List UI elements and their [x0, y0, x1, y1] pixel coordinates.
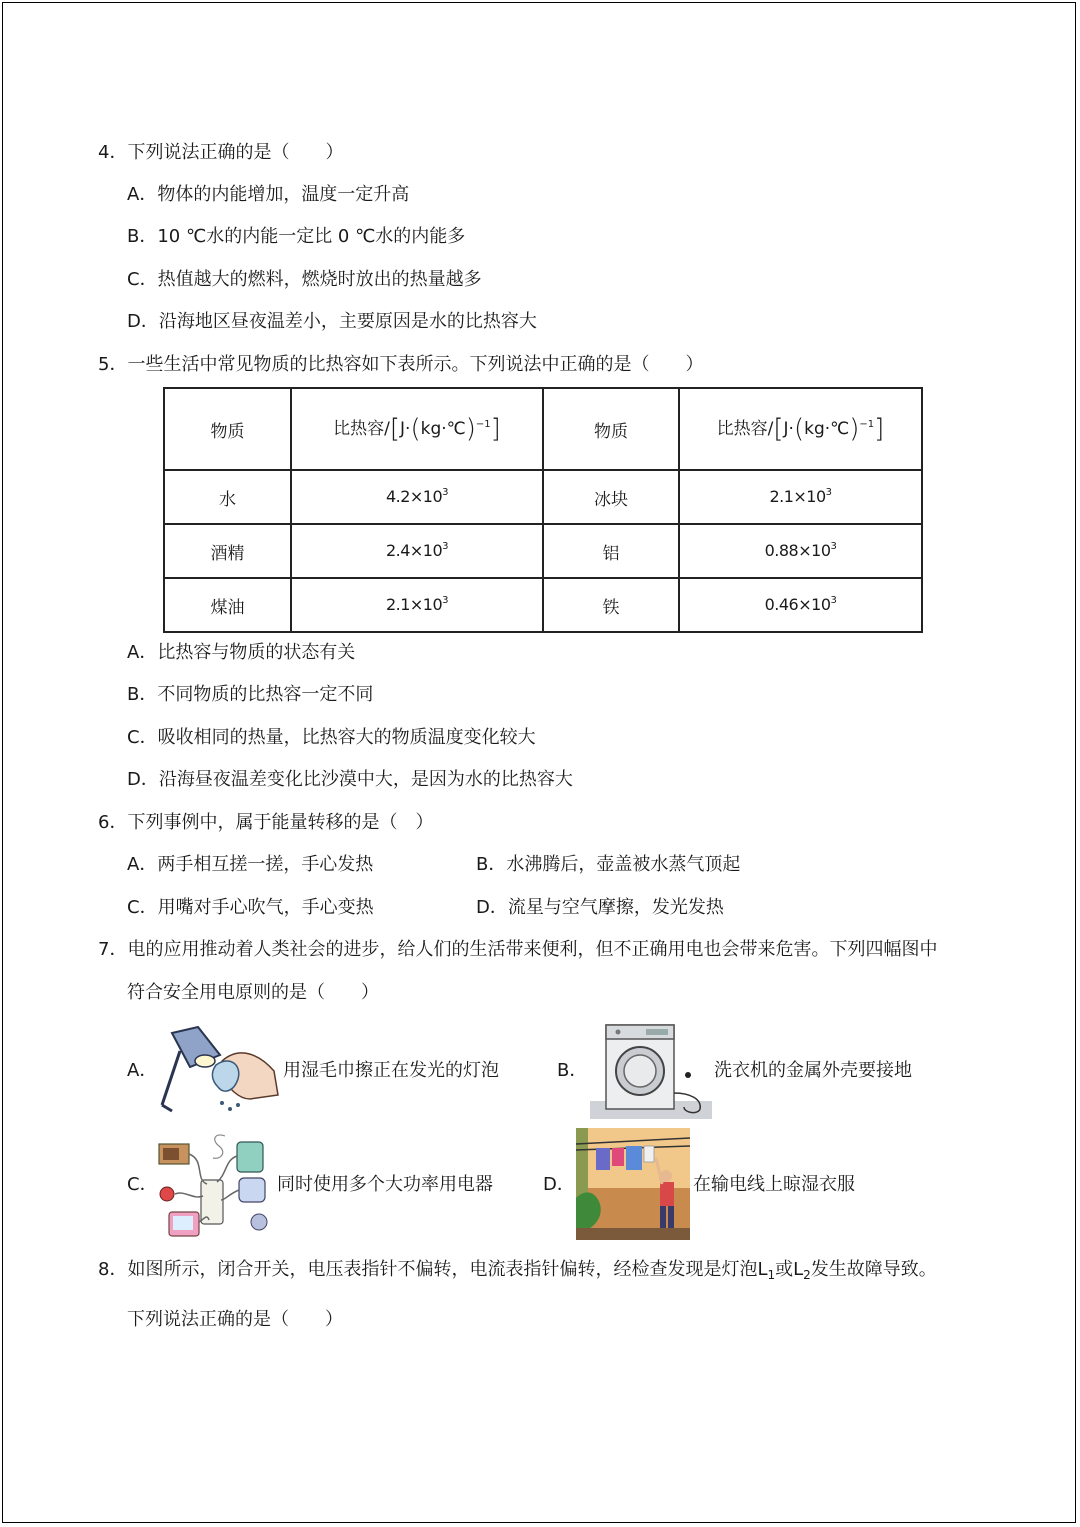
table-cell: 冰块 — [543, 470, 679, 524]
table-row — [164, 524, 922, 578]
q5-option-c: C．吸收相同的热量，比热容大的物质温度变化较大 — [127, 727, 536, 748]
q6-option-b: B．水沸腾后，壶盖被水蒸气顶起 — [476, 854, 741, 875]
q7-option-d-letter: D． — [543, 1174, 575, 1195]
q6-option-d: D．流星与空气摩擦，发光发热 — [476, 897, 724, 918]
q4-stem: 4．下列说法正确的是（ ） — [98, 142, 344, 163]
table-header-substance-2: 物质 — [543, 388, 679, 470]
table-cell: $0.88\times 10^3$ — [679, 524, 922, 578]
q4-option-c: C．热值越大的燃料，燃烧时放出的热量越多 — [127, 269, 482, 290]
q7-option-b-letter: B． — [557, 1060, 588, 1081]
table-cell: $2.4\times 10^3$ — [291, 524, 543, 578]
table-cell: $0.46\times 10^3$ — [679, 578, 922, 632]
q7-option-d-text: 在输电线上晾湿衣服 — [693, 1174, 855, 1195]
lamp-wet-towel-image — [150, 1025, 280, 1117]
q8-stem-line-1: 8．如图所示，闭合开关，电压表指针不偏转，电流表指针偏转，经检查发现是灯泡$L_1$或$L_2$发生故障导致。 — [98, 1259, 937, 1282]
table-row — [164, 470, 922, 524]
table-cell: 铝 — [543, 524, 679, 578]
q5-option-b: B．不同物质的比热容一定不同 — [127, 684, 374, 705]
q7-option-a-letter: A． — [127, 1060, 158, 1081]
table-cell: 酒精 — [164, 524, 291, 578]
q4-option-b: B．10 ℃水的内能一定比 0 ℃水的内能多 — [127, 226, 466, 247]
bulb-l1-label: $L_1$ — [757, 1259, 776, 1282]
q6-option-a: A．两手相互搓一搓，手心发热 — [127, 854, 374, 875]
q5-stem: 5．一些生活中常见物质的比热容如下表所示。下列说法中正确的是（ ） — [98, 354, 704, 375]
q4-option-a: A．物体的内能增加，温度一定升高 — [127, 184, 410, 205]
q7-option-b-text: 洗衣机的金属外壳要接地 — [714, 1060, 912, 1081]
table-cell: $2.1\times 10^3$ — [291, 578, 543, 632]
q7-option-a-text: 用湿毛巾擦正在发光的灯泡 — [283, 1060, 499, 1081]
q5-option-a: A．比热容与物质的状态有关 — [127, 642, 356, 663]
q7-stem-line-1: 7．电的应用推动着人类社会的进步，给人们的生活带来便利，但不正确用电也会带来危害。下列四幅图中 — [98, 939, 938, 960]
table-cell: 铁 — [543, 578, 679, 632]
q7-option-c-letter: C． — [127, 1174, 158, 1195]
table-header-substance-1: 物质 — [164, 388, 291, 470]
q8-stem-line-2: 下列说法正确的是（ ） — [127, 1309, 343, 1330]
table-cell: 煤油 — [164, 578, 291, 632]
table-cell: 水 — [164, 470, 291, 524]
q7-stem-line-2: 符合安全用电原则的是（ ） — [127, 982, 379, 1003]
overloaded-outlet-image — [155, 1130, 275, 1240]
table-row — [164, 578, 922, 632]
table-cell: $4.2\times 10^3$ — [291, 470, 543, 524]
table-header-heat-2: 比热容/[J·(kg·℃)$^{-1}$] — [679, 388, 922, 470]
q6-stem: 6．下列事例中，属于能量转移的是（ ） — [98, 812, 434, 833]
q4-option-d: D．沿海地区昼夜温差小，主要原因是水的比热容大 — [127, 311, 537, 332]
q6-option-c: C．用嘴对手心吹气，手心变热 — [127, 897, 374, 918]
specific-heat-table — [163, 387, 923, 633]
clothes-on-power-line-image — [576, 1128, 690, 1240]
washing-machine-image — [590, 1023, 712, 1119]
q5-option-d: D．沿海昼夜温差变化比沙漠中大，是因为水的比热容大 — [127, 769, 573, 790]
bulb-l2-label: $L_2$ — [793, 1259, 811, 1282]
q7-option-c-text: 同时使用多个大功率用电器 — [277, 1174, 493, 1195]
table-cell: $2.1\times 10^3$ — [679, 470, 922, 524]
table-header-heat-1: 比热容/[J·(kg·℃)$^{-1}$] — [291, 388, 543, 470]
